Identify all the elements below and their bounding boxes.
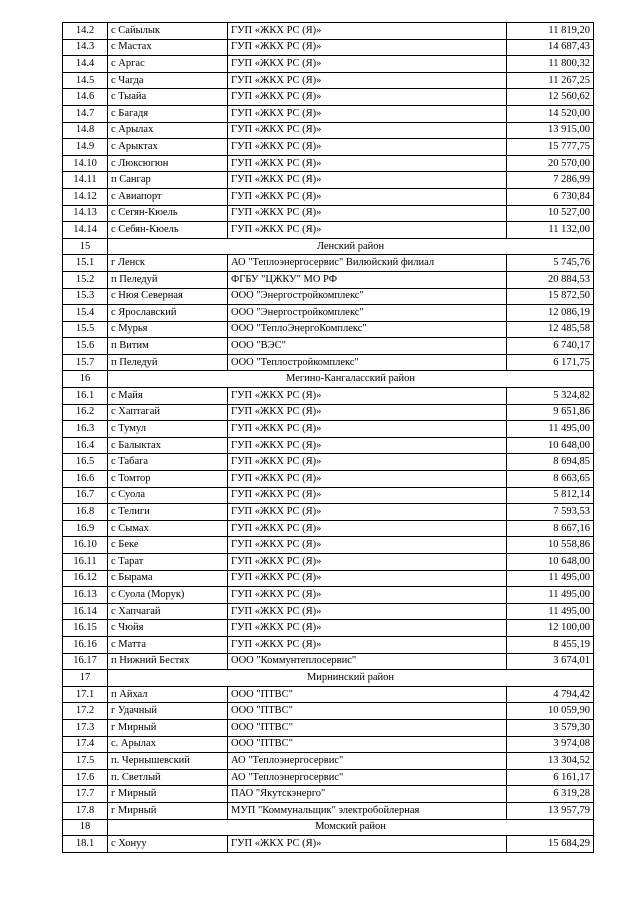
settlement-name: п. Чернышевский bbox=[108, 753, 228, 770]
settlement-name: с Балыктах bbox=[108, 437, 228, 454]
table-row bbox=[63, 354, 594, 371]
row-number: 16.15 bbox=[63, 620, 108, 637]
table-row bbox=[63, 105, 594, 122]
tariff-value: 5 745,76 bbox=[507, 255, 594, 272]
row-number: 14.8 bbox=[63, 122, 108, 139]
tariff-value: 13 304,52 bbox=[507, 753, 594, 770]
organization-name: ГУП «ЖКХ РС (Я)» bbox=[228, 122, 507, 139]
settlement-name: с Аргас bbox=[108, 56, 228, 73]
settlement-name: п Пеледуй bbox=[108, 354, 228, 371]
row-number: 15.7 bbox=[63, 354, 108, 371]
tariff-value: 6 319,28 bbox=[507, 786, 594, 803]
settlement-name: с Беке bbox=[108, 537, 228, 554]
tariff-value: 10 059,90 bbox=[507, 703, 594, 720]
table-row bbox=[63, 139, 594, 156]
tariff-value: 11 819,20 bbox=[507, 23, 594, 40]
row-number: 15.2 bbox=[63, 271, 108, 288]
tariff-value: 15 777,75 bbox=[507, 139, 594, 156]
organization-name: ГУП «ЖКХ РС (Я)» bbox=[228, 587, 507, 604]
settlement-name: с Люксюгюн bbox=[108, 155, 228, 172]
table-body bbox=[63, 23, 594, 853]
row-number: 18.1 bbox=[63, 836, 108, 853]
tariff-value: 3 974,08 bbox=[507, 736, 594, 753]
organization-name: ГУП «ЖКХ РС (Я)» bbox=[228, 188, 507, 205]
table-row bbox=[63, 338, 594, 355]
tariff-value: 11 495,00 bbox=[507, 570, 594, 587]
tariff-value: 6 730,84 bbox=[507, 188, 594, 205]
organization-name: ГУП «ЖКХ РС (Я)» bbox=[228, 537, 507, 554]
table-row bbox=[63, 39, 594, 56]
tariff-value: 9 651,86 bbox=[507, 404, 594, 421]
organization-name: ГУП «ЖКХ РС (Я)» bbox=[228, 636, 507, 653]
row-number: 15.4 bbox=[63, 305, 108, 322]
settlement-name: с Сымах bbox=[108, 520, 228, 537]
settlement-name: с Хаптагай bbox=[108, 404, 228, 421]
row-number: 14.13 bbox=[63, 205, 108, 222]
table-row bbox=[63, 305, 594, 322]
settlement-name: с Себян-Кюель bbox=[108, 222, 228, 239]
tariff-value: 15 684,29 bbox=[507, 836, 594, 853]
row-number: 16.12 bbox=[63, 570, 108, 587]
table-row bbox=[63, 72, 594, 89]
table-row bbox=[63, 570, 594, 587]
organization-name: ГУП «ЖКХ РС (Я)» bbox=[228, 620, 507, 637]
settlement-name: с Арылах bbox=[108, 122, 228, 139]
organization-name: ГУП «ЖКХ РС (Я)» bbox=[228, 222, 507, 239]
tariff-value: 3 674,01 bbox=[507, 653, 594, 670]
settlement-name: с Чагда bbox=[108, 72, 228, 89]
organization-name: ГУП «ЖКХ РС (Я)» bbox=[228, 570, 507, 587]
table-row bbox=[63, 487, 594, 504]
tariff-value: 12 086,19 bbox=[507, 305, 594, 322]
table-row bbox=[63, 620, 594, 637]
tariff-value: 10 558,86 bbox=[507, 537, 594, 554]
tariff-value: 8 663,65 bbox=[507, 471, 594, 488]
organization-name: ГУП «ЖКХ РС (Я)» bbox=[228, 554, 507, 571]
row-number: 16.13 bbox=[63, 587, 108, 604]
organization-name: ГУП «ЖКХ РС (Я)» bbox=[228, 23, 507, 40]
row-number: 17.1 bbox=[63, 686, 108, 703]
row-number: 16.10 bbox=[63, 537, 108, 554]
region-name: Ленский район bbox=[108, 238, 594, 255]
region-number: 15 bbox=[63, 238, 108, 255]
table-row bbox=[63, 321, 594, 338]
row-number: 17.5 bbox=[63, 753, 108, 770]
row-number: 16.4 bbox=[63, 437, 108, 454]
settlement-name: с Суола bbox=[108, 487, 228, 504]
row-number: 15.5 bbox=[63, 321, 108, 338]
row-number: 17.8 bbox=[63, 802, 108, 819]
row-number: 17.7 bbox=[63, 786, 108, 803]
row-number: 17.2 bbox=[63, 703, 108, 720]
organization-name: ООО "ВЭС" bbox=[228, 338, 507, 355]
organization-name: ГУП «ЖКХ РС (Я)» bbox=[228, 172, 507, 189]
settlement-name: с Тарат bbox=[108, 554, 228, 571]
row-number: 16.6 bbox=[63, 471, 108, 488]
tariff-value: 8 694,85 bbox=[507, 454, 594, 471]
table-row bbox=[63, 222, 594, 239]
organization-name: ГУП «ЖКХ РС (Я)» bbox=[228, 421, 507, 438]
organization-name: ООО "ПТВС" bbox=[228, 719, 507, 736]
row-number: 14.14 bbox=[63, 222, 108, 239]
row-number: 16.14 bbox=[63, 603, 108, 620]
row-number: 15.6 bbox=[63, 338, 108, 355]
tariff-table bbox=[62, 22, 594, 853]
settlement-name: г Мирный bbox=[108, 786, 228, 803]
tariff-value: 3 579,30 bbox=[507, 719, 594, 736]
settlement-name: с Суола (Морук) bbox=[108, 587, 228, 604]
row-number: 17.3 bbox=[63, 719, 108, 736]
row-number: 16.5 bbox=[63, 454, 108, 471]
organization-name: ГУП «ЖКХ РС (Я)» bbox=[228, 39, 507, 56]
organization-name: ГУП «ЖКХ РС (Я)» bbox=[228, 388, 507, 405]
settlement-name: п. Светлый bbox=[108, 769, 228, 786]
table-row bbox=[63, 89, 594, 106]
table-row bbox=[63, 255, 594, 272]
organization-name: ГУП «ЖКХ РС (Я)» bbox=[228, 155, 507, 172]
table-row bbox=[63, 719, 594, 736]
organization-name: ООО "Теплостройкомплекс" bbox=[228, 354, 507, 371]
organization-name: АО "Теплоэнергосервис" bbox=[228, 753, 507, 770]
organization-name: ГУП «ЖКХ РС (Я)» bbox=[228, 56, 507, 73]
table-row bbox=[63, 520, 594, 537]
settlement-name: с Тыайа bbox=[108, 89, 228, 106]
region-header-row bbox=[63, 670, 594, 687]
organization-name: ГУП «ЖКХ РС (Я)» bbox=[228, 89, 507, 106]
table-row bbox=[63, 471, 594, 488]
organization-name: ООО "ПТВС" bbox=[228, 736, 507, 753]
settlement-name: с Нюя Северная bbox=[108, 288, 228, 305]
row-number: 16.1 bbox=[63, 388, 108, 405]
settlement-name: г Ленск bbox=[108, 255, 228, 272]
settlement-name: с Сайылык bbox=[108, 23, 228, 40]
settlement-name: п Нижний Бестях bbox=[108, 653, 228, 670]
table-row bbox=[63, 454, 594, 471]
table-row bbox=[63, 836, 594, 853]
organization-name: ООО "Энергостройкомплекс" bbox=[228, 305, 507, 322]
row-number: 16.2 bbox=[63, 404, 108, 421]
settlement-name: г Мирный bbox=[108, 719, 228, 736]
organization-name: ГУП «ЖКХ РС (Я)» bbox=[228, 404, 507, 421]
organization-name: ООО "Энергостройкомплекс" bbox=[228, 288, 507, 305]
region-number: 16 bbox=[63, 371, 108, 388]
table-row bbox=[63, 537, 594, 554]
table-row bbox=[63, 554, 594, 571]
organization-name: ГУП «ЖКХ РС (Я)» bbox=[228, 836, 507, 853]
table-row bbox=[63, 603, 594, 620]
settlement-name: с Майя bbox=[108, 388, 228, 405]
row-number: 14.5 bbox=[63, 72, 108, 89]
organization-name: ГУП «ЖКХ РС (Я)» bbox=[228, 520, 507, 537]
organization-name: ГУП «ЖКХ РС (Я)» bbox=[228, 105, 507, 122]
table-row bbox=[63, 172, 594, 189]
row-number: 16.9 bbox=[63, 520, 108, 537]
region-header-row bbox=[63, 371, 594, 388]
row-number: 17.6 bbox=[63, 769, 108, 786]
settlement-name: с Томтор bbox=[108, 471, 228, 488]
organization-name: АО "Теплоэнергосервис" Вилюйский филиал bbox=[228, 255, 507, 272]
settlement-name: г Мирный bbox=[108, 802, 228, 819]
table-row bbox=[63, 56, 594, 73]
table-row bbox=[63, 155, 594, 172]
tariff-value: 12 560,62 bbox=[507, 89, 594, 106]
settlement-name: п Пеледуй bbox=[108, 271, 228, 288]
row-number: 14.3 bbox=[63, 39, 108, 56]
tariff-value: 11 267,25 bbox=[507, 72, 594, 89]
settlement-name: с Тумул bbox=[108, 421, 228, 438]
row-number: 16.7 bbox=[63, 487, 108, 504]
settlement-name: с Телиги bbox=[108, 504, 228, 521]
settlement-name: п Витим bbox=[108, 338, 228, 355]
organization-name: АО "Теплоэнергосервис" bbox=[228, 769, 507, 786]
tariff-value: 8 455,19 bbox=[507, 636, 594, 653]
organization-name: ГУП «ЖКХ РС (Я)» bbox=[228, 72, 507, 89]
row-number: 17.4 bbox=[63, 736, 108, 753]
tariff-value: 5 324,82 bbox=[507, 388, 594, 405]
row-number: 14.6 bbox=[63, 89, 108, 106]
organization-name: ГУП «ЖКХ РС (Я)» bbox=[228, 454, 507, 471]
settlement-name: с Бырама bbox=[108, 570, 228, 587]
tariff-value: 20 884,53 bbox=[507, 271, 594, 288]
tariff-value: 6 740,17 bbox=[507, 338, 594, 355]
table-row bbox=[63, 271, 594, 288]
table-row bbox=[63, 437, 594, 454]
row-number: 14.7 bbox=[63, 105, 108, 122]
table-row bbox=[63, 753, 594, 770]
table-row bbox=[63, 122, 594, 139]
tariff-value: 14 687,43 bbox=[507, 39, 594, 56]
settlement-name: с Хонуу bbox=[108, 836, 228, 853]
table-row bbox=[63, 23, 594, 40]
settlement-name: с Чюйя bbox=[108, 620, 228, 637]
table-row bbox=[63, 769, 594, 786]
organization-name: ГУП «ЖКХ РС (Я)» bbox=[228, 139, 507, 156]
tariff-value: 12 100,00 bbox=[507, 620, 594, 637]
settlement-name: г Удачный bbox=[108, 703, 228, 720]
settlement-name: с Хапчагай bbox=[108, 603, 228, 620]
settlement-name: с. Арылах bbox=[108, 736, 228, 753]
table-row bbox=[63, 736, 594, 753]
tariff-value: 6 161,17 bbox=[507, 769, 594, 786]
tariff-value: 11 495,00 bbox=[507, 603, 594, 620]
table-row bbox=[63, 686, 594, 703]
row-number: 14.2 bbox=[63, 23, 108, 40]
tariff-value: 11 132,00 bbox=[507, 222, 594, 239]
settlement-name: с Матта bbox=[108, 636, 228, 653]
organization-name: ГУП «ЖКХ РС (Я)» bbox=[228, 504, 507, 521]
table-row bbox=[63, 188, 594, 205]
table-row bbox=[63, 288, 594, 305]
row-number: 16.11 bbox=[63, 554, 108, 571]
region-name: Мирнинский район bbox=[108, 670, 594, 687]
table-row bbox=[63, 404, 594, 421]
tariff-value: 8 667,16 bbox=[507, 520, 594, 537]
tariff-value: 10 648,00 bbox=[507, 437, 594, 454]
tariff-value: 10 648,00 bbox=[507, 554, 594, 571]
table-row bbox=[63, 786, 594, 803]
organization-name: ГУП «ЖКХ РС (Я)» bbox=[228, 603, 507, 620]
organization-name: ГУП «ЖКХ РС (Я)» bbox=[228, 437, 507, 454]
tariff-value: 11 800,32 bbox=[507, 56, 594, 73]
organization-name: ООО "ПТВС" bbox=[228, 686, 507, 703]
organization-name: ПАО "Якутскэнерго" bbox=[228, 786, 507, 803]
table-row bbox=[63, 421, 594, 438]
settlement-name: п Сангар bbox=[108, 172, 228, 189]
organization-name: ГУП «ЖКХ РС (Я)» bbox=[228, 205, 507, 222]
row-number: 14.12 bbox=[63, 188, 108, 205]
row-number: 16.8 bbox=[63, 504, 108, 521]
tariff-value: 13 957,79 bbox=[507, 802, 594, 819]
tariff-value: 12 485,58 bbox=[507, 321, 594, 338]
row-number: 16.17 bbox=[63, 653, 108, 670]
table-row bbox=[63, 205, 594, 222]
organization-name: ООО "ПТВС" bbox=[228, 703, 507, 720]
row-number: 16.16 bbox=[63, 636, 108, 653]
row-number: 14.11 bbox=[63, 172, 108, 189]
row-number: 14.10 bbox=[63, 155, 108, 172]
tariff-value: 11 495,00 bbox=[507, 421, 594, 438]
settlement-name: п Айхал bbox=[108, 686, 228, 703]
region-name: Мегино-Кангаласский район bbox=[108, 371, 594, 388]
row-number: 14.9 bbox=[63, 139, 108, 156]
row-number: 15.3 bbox=[63, 288, 108, 305]
tariff-value: 7 286,99 bbox=[507, 172, 594, 189]
table-row bbox=[63, 388, 594, 405]
tariff-value: 4 794,42 bbox=[507, 686, 594, 703]
settlement-name: с Табага bbox=[108, 454, 228, 471]
tariff-value: 20 570,00 bbox=[507, 155, 594, 172]
settlement-name: с Ярославский bbox=[108, 305, 228, 322]
table-row bbox=[63, 802, 594, 819]
table-row bbox=[63, 636, 594, 653]
row-number: 15.1 bbox=[63, 255, 108, 272]
settlement-name: с Сегян-Кюель bbox=[108, 205, 228, 222]
region-number: 18 bbox=[63, 819, 108, 836]
settlement-name: с Мастах bbox=[108, 39, 228, 56]
table-row bbox=[63, 653, 594, 670]
table-row bbox=[63, 587, 594, 604]
row-number: 16.3 bbox=[63, 421, 108, 438]
tariff-value: 15 872,50 bbox=[507, 288, 594, 305]
organization-name: ООО "ТеплоЭнергоКомплекс" bbox=[228, 321, 507, 338]
region-number: 17 bbox=[63, 670, 108, 687]
region-header-row bbox=[63, 238, 594, 255]
row-number: 14.4 bbox=[63, 56, 108, 73]
region-header-row bbox=[63, 819, 594, 836]
table-row bbox=[63, 504, 594, 521]
settlement-name: с Мурья bbox=[108, 321, 228, 338]
tariff-value: 13 915,00 bbox=[507, 122, 594, 139]
organization-name: ГУП «ЖКХ РС (Я)» bbox=[228, 487, 507, 504]
region-name: Момский район bbox=[108, 819, 594, 836]
organization-name: ФГБУ "ЦЖКУ" МО РФ bbox=[228, 271, 507, 288]
organization-name: МУП "Коммунальщик" электробойлерная bbox=[228, 802, 507, 819]
organization-name: ГУП «ЖКХ РС (Я)» bbox=[228, 471, 507, 488]
organization-name: ООО "Коммунтеплосервис" bbox=[228, 653, 507, 670]
tariff-value: 5 812,14 bbox=[507, 487, 594, 504]
tariff-value: 7 593,53 bbox=[507, 504, 594, 521]
settlement-name: с Багадя bbox=[108, 105, 228, 122]
tariff-value: 11 495,00 bbox=[507, 587, 594, 604]
tariff-value: 10 527,00 bbox=[507, 205, 594, 222]
tariff-value: 14 520,00 bbox=[507, 105, 594, 122]
settlement-name: с Арыктах bbox=[108, 139, 228, 156]
settlement-name: с Авиапорт bbox=[108, 188, 228, 205]
table-row bbox=[63, 703, 594, 720]
tariff-value: 6 171,75 bbox=[507, 354, 594, 371]
